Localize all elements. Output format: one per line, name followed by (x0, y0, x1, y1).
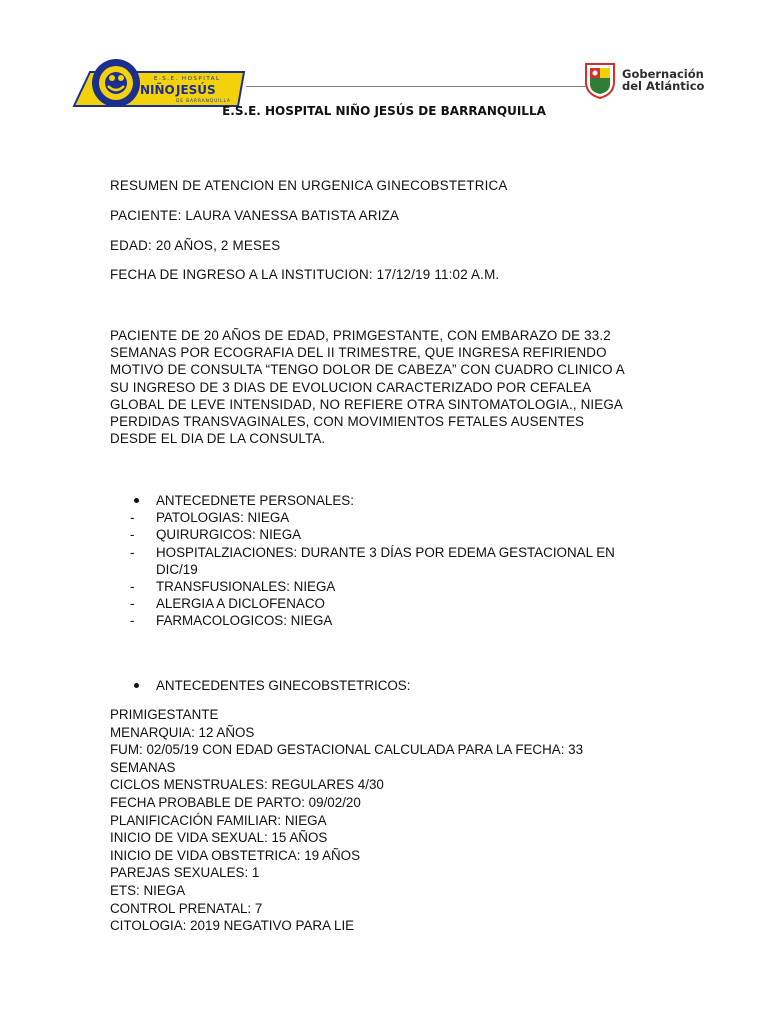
gobernacion-line1: Gobernación (622, 67, 704, 81)
detail-line: CICLOS MENSTRUALES: REGULARES 4/30 (110, 777, 384, 793)
personal-history-list (110, 492, 615, 630)
list-item (110, 509, 615, 526)
logo-name-line2: JESÚS (176, 83, 216, 97)
list-item-text: HOSPITALZIACIONES: DURANTE 3 DÍAS POR EDEMA GESTACIONAL EN (156, 544, 615, 560)
patient-name: PACIENTE: LAURA VANESSA BATISTA ARIZA (110, 208, 400, 223)
paragraph-line: GLOBAL DE LEVE INTENSIDAD, NO REFIERE OTRA SINTOMATOLOGIA., NIEGA (110, 396, 624, 412)
clinical-summary-paragraph (110, 327, 655, 447)
paragraph-line: PACIENTE DE 20 AÑOS DE EDAD, PRIMGESTANTE, CON EMBARAZO DE 33.2 (110, 328, 611, 343)
dash-marker: - (130, 544, 135, 560)
paragraph-line: SEMANAS POR ECOGRAFIA DEL II TRIMESTRE, QUE INGRESA REFIRIENDO (110, 345, 607, 361)
bullet-icon (134, 683, 139, 688)
dash-marker: - (130, 579, 135, 595)
list-item-text: ALERGIA A DICLOFENACO (156, 596, 325, 612)
detail-line: INICIO DE VIDA SEXUAL: 15 AÑOS (110, 830, 328, 846)
detail-line: CONTROL PRENATAL: 7 (110, 900, 263, 916)
personal-history-title: ANTECEDNETE PERSONALES: (156, 493, 354, 508)
list-item-text: PATOLOGIAS: NIEGA (156, 510, 290, 526)
personal-history-title-item (110, 492, 615, 509)
detail-line: INICIO DE VIDA OBSTETRICA: 19 AÑOS (110, 847, 361, 863)
paragraph-line: PERDIDAS TRANSVAGINALES, CON MOVIMIENTOS FETALES AUSENTES (110, 414, 585, 430)
detail-line: MENARQUIA: 12 AÑOS (110, 724, 255, 740)
gobernacion-logo (584, 60, 720, 100)
detail-line: ETS: NIEGA (110, 882, 186, 898)
bullet-icon (134, 498, 139, 503)
list-item (110, 612, 615, 629)
list-item-text: QUIRURGICOS: NIEGA (156, 527, 302, 543)
list-item-continuation (110, 561, 615, 578)
list-item-text: FARMACOLOGICOS: NIEGA (156, 613, 333, 629)
paragraph-line: DESDE EL DIA DE LA CONSULTA. (110, 431, 326, 447)
document-header (0, 0, 768, 130)
detail-line: PAREJAS SEXUALES: 1 (110, 865, 260, 881)
obstetric-history-details (110, 706, 583, 935)
list-item (110, 578, 615, 595)
summary-heading: RESUMEN DE ATENCION EN URGENICA GINECOBSTETRICA (110, 178, 508, 193)
dash-marker: - (130, 527, 135, 543)
dash-marker: - (130, 613, 135, 629)
dash-marker: - (130, 510, 135, 526)
obstetric-history-heading-list (110, 677, 410, 694)
detail-line: CITOLOGIA: 2019 NEGATIVO PARA LIE (110, 918, 355, 934)
hospital-title: E.S.E. HOSPITAL NIÑO JESÚS DE BARRANQUILLA (222, 104, 546, 118)
logo-small-bottom: DE BARRANQUILLA (176, 99, 231, 104)
hospital-logo (68, 56, 250, 108)
admission-date: FECHA DE INGRESO A LA INSTITUCION: 17/12/19 11:02 A.M. (110, 267, 500, 282)
logo-name-line1: NIÑO (140, 83, 175, 97)
detail-line: FECHA PROBABLE DE PARTO: 09/02/20 (110, 794, 361, 810)
detail-line: FUM: 02/05/19 CON EDAD GESTACIONAL CALCULADA PARA LA FECHA: 33 (110, 742, 584, 758)
header-divider (246, 86, 586, 87)
list-item (110, 595, 615, 612)
detail-line: PLANIFICACIÓN FAMILIAR: NIEGA (110, 812, 327, 828)
patient-age: EDAD: 20 AÑOS, 2 MESES (110, 238, 281, 253)
paragraph-line: MOTIVO DE CONSULTA “TENGO DOLOR DE CABEZA” CON CUADRO CLINICO A (110, 362, 625, 378)
list-item (110, 544, 615, 561)
obstetric-history-title-item (110, 677, 410, 694)
list-item-text: TRANSFUSIONALES: NIEGA (156, 579, 336, 595)
gobernacion-line2: del Atlántico (622, 79, 705, 93)
list-item (110, 526, 615, 543)
logo-small-top: E.S.E. HOSPITAL (154, 76, 221, 82)
dash-marker: - (130, 596, 135, 612)
paragraph-line: SU INGRESO DE 3 DIAS DE EVOLUCION CARACTERIZADO POR CEFALEA (110, 379, 592, 395)
obstetric-history-title: ANTECEDENTES GINECOBSTETRICOS: (156, 678, 411, 693)
detail-line: PRIMIGESTANTE (110, 707, 219, 722)
list-item-text: DIC/19 (156, 561, 198, 577)
detail-line: SEMANAS (110, 759, 176, 775)
